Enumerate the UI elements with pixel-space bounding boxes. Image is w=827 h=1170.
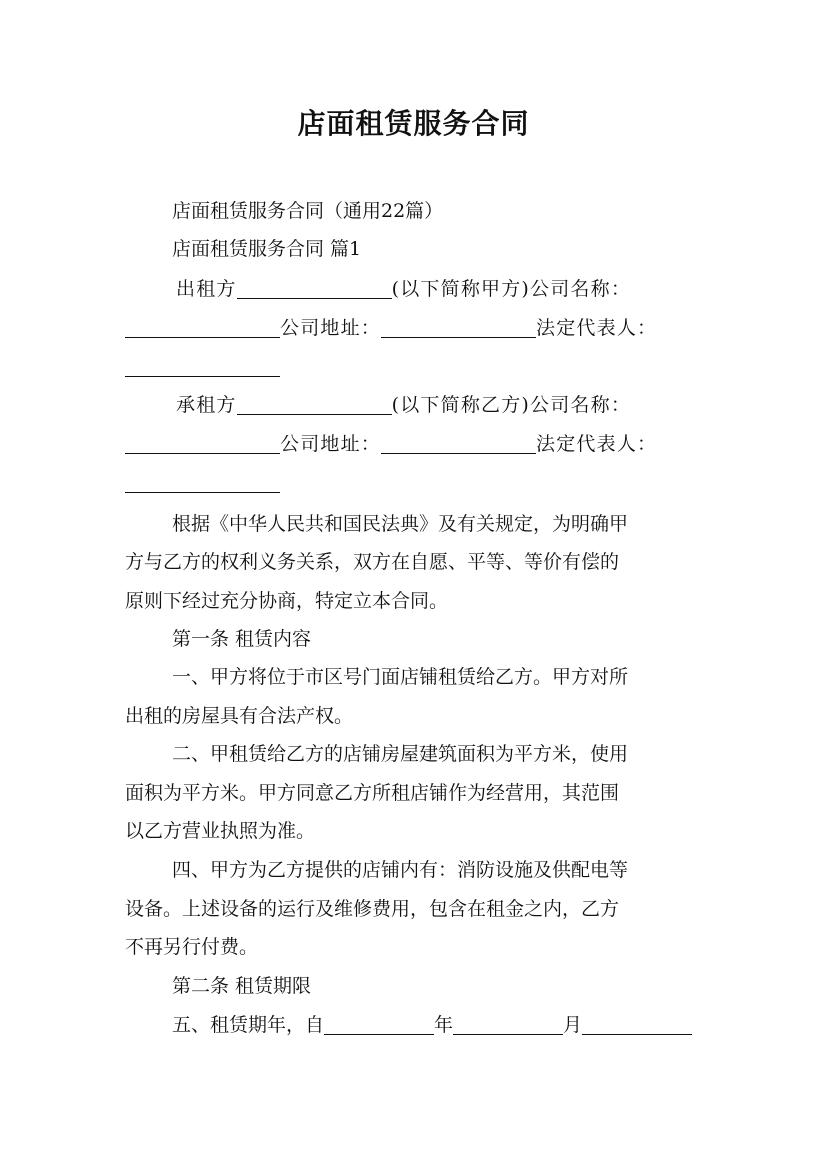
lessor-details-line bbox=[125, 309, 710, 348]
lessee-rep-line bbox=[125, 464, 710, 503]
lessor-address-blank bbox=[381, 315, 536, 338]
lessee-details-line bbox=[125, 425, 710, 464]
lessor-blank bbox=[237, 276, 392, 299]
section-heading: 店面租赁服务合同 篇1 bbox=[172, 238, 362, 260]
lessor-rep-blank bbox=[125, 354, 280, 377]
start-year-blank bbox=[324, 1012, 434, 1035]
clause-line: 出租的房屋具有合法产权。 bbox=[125, 705, 354, 727]
clause-line: 四、甲方为乙方提供的店铺内有：消防设施及供配电等 bbox=[172, 859, 629, 881]
lessee-alias: (以下简称乙方)公司名称： bbox=[391, 394, 632, 416]
lessee-label: 承租方 bbox=[176, 394, 237, 416]
lessor-address-label: 公司地址： bbox=[280, 317, 382, 339]
lessor-alias: (以下简称甲方)公司名称： bbox=[391, 278, 632, 300]
start-month-blank bbox=[453, 1012, 563, 1035]
month-label: 月 bbox=[563, 1014, 583, 1036]
lessor-label: 出租方 bbox=[176, 278, 237, 300]
lessor-line bbox=[176, 270, 716, 309]
lessee-name-blank bbox=[125, 431, 280, 454]
intro-line: 方与乙方的权利义务关系，双方在自愿、平等、等价有偿的 bbox=[125, 551, 620, 573]
lease-term-prefix: 五、租赁期年，自 bbox=[172, 1014, 325, 1036]
lessee-line bbox=[176, 386, 716, 425]
clause-line: 以乙方营业执照为准。 bbox=[125, 820, 316, 842]
lessee-rep-blank bbox=[125, 470, 280, 493]
lessor-rep-line bbox=[125, 348, 710, 387]
year-label: 年 bbox=[434, 1014, 454, 1036]
intro-line: 原则下经过充分协商，特定立本合同。 bbox=[125, 590, 449, 612]
lessee-address-blank bbox=[381, 431, 536, 454]
intro-line: 根据《中华人民共和国民法典》及有关规定，为明确甲 bbox=[172, 513, 629, 535]
lessor-name-blank bbox=[125, 315, 280, 338]
lessor-rep-label: 法定代表人： bbox=[536, 317, 658, 339]
lessee-blank bbox=[237, 392, 392, 415]
document-subtitle: 店面租赁服务合同（通用22篇） bbox=[172, 200, 444, 222]
clause-line: 不再另行付费。 bbox=[125, 936, 259, 958]
article-heading: 第一条 租赁内容 bbox=[172, 628, 312, 650]
lease-term-line bbox=[172, 1006, 712, 1045]
start-day-blank bbox=[582, 1012, 692, 1035]
clause-line: 面积为平方米。甲方同意乙方所租店铺作为经营用，其范围 bbox=[125, 782, 620, 804]
lessee-address-label: 公司地址： bbox=[280, 433, 382, 455]
article-heading: 第二条 租赁期限 bbox=[172, 975, 312, 997]
document-title: 店面租赁服务合同 bbox=[297, 107, 530, 140]
clause-line: 二、甲租赁给乙方的店铺房屋建筑面积为平方米，使用 bbox=[172, 743, 629, 765]
clause-line: 设备。上述设备的运行及维修费用，包含在租金之内，乙方 bbox=[125, 898, 620, 920]
clause-line: 一、甲方将位于市区号门面店铺租赁给乙方。甲方对所 bbox=[172, 666, 629, 688]
lessee-rep-label: 法定代表人： bbox=[536, 433, 658, 455]
